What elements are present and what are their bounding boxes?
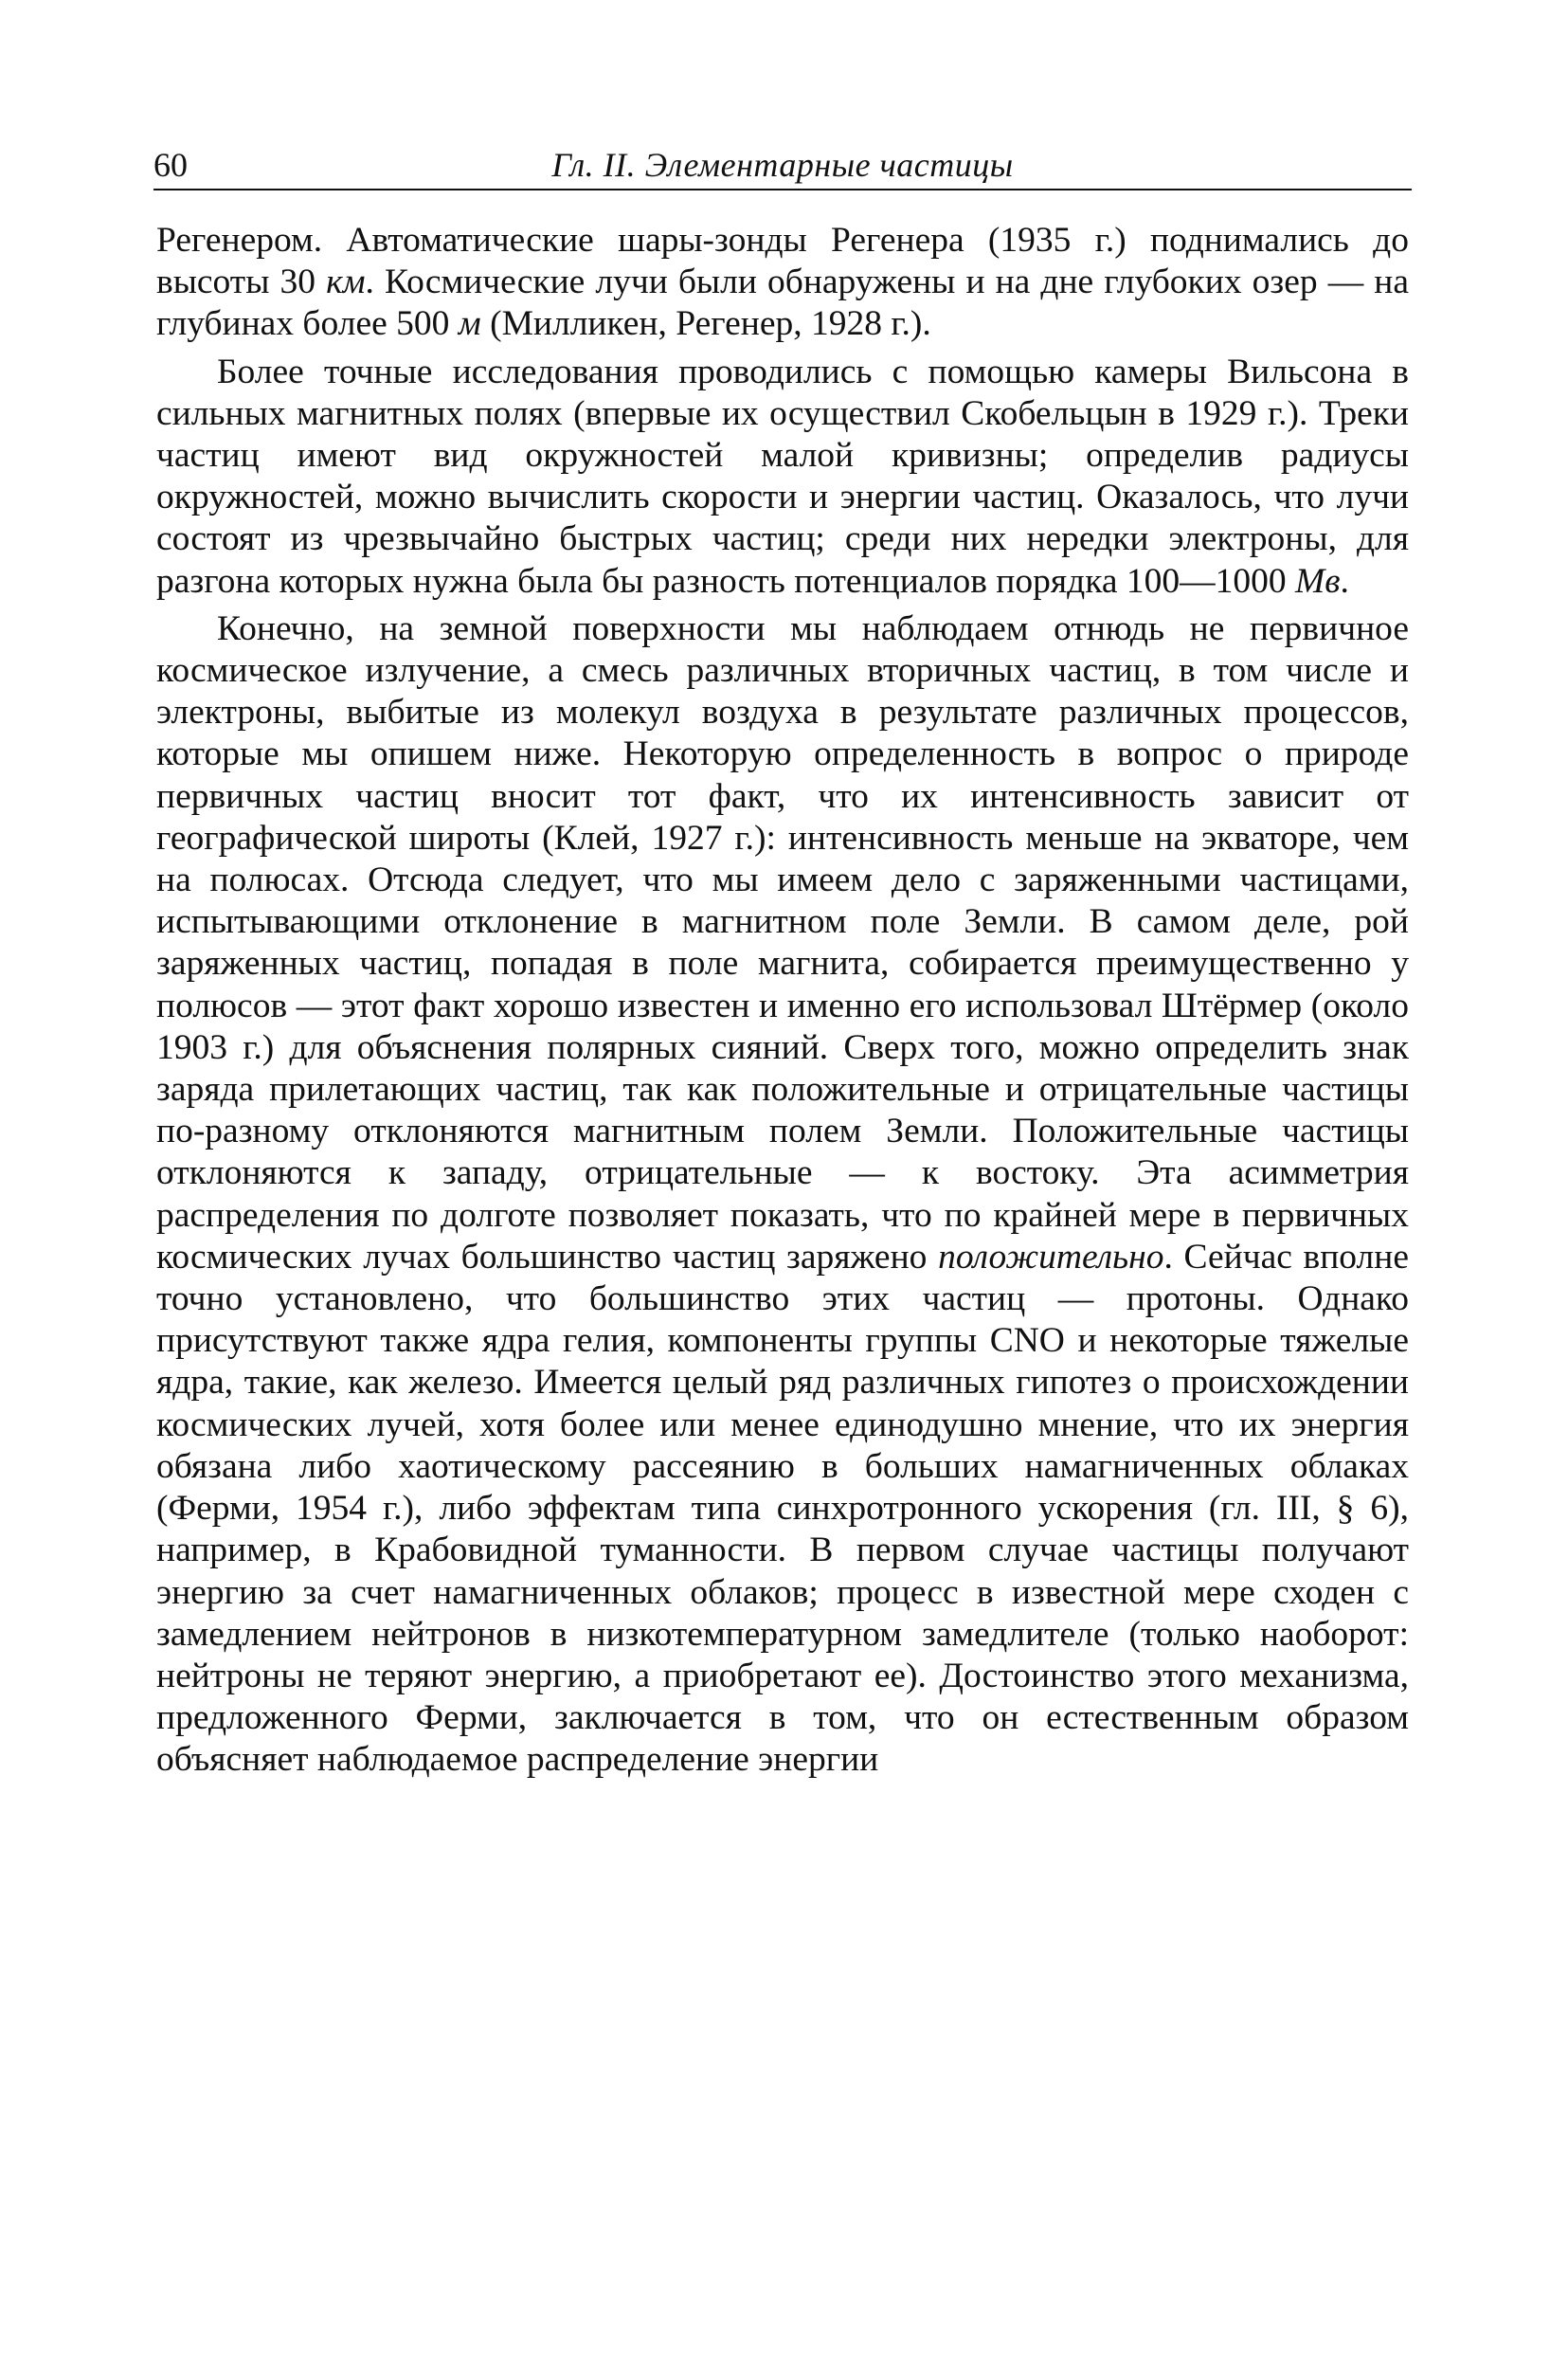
- unit-m: м: [458, 304, 481, 344]
- text-run: Конечно, на земной поверхности мы наблюдаем отнюдь не первичное космическое излучение, а смесь различных вторичных частиц, в том числе и электроны, выбитые из молекул воздуха в результате различных процессов, которые мы опишем ниже. Некоторую определенность в вопрос о природе первичных частиц вносит тот факт, что их интенсивность зависит от географической широты (Клей, 1927 г.): интенсивность меньше на экваторе, чем на полюсах. Отсюда следует, что мы имеем дело с заряженными частицами, испытывающими отклонение в магнитном поле Земли. В самом деле, рой заряженных частиц, попадая в поле магнита, собирается преимущественно у полюсов — этот факт хорошо известен и именно его использовал Штёрмер (около 1903 г.) для объяснения полярных сияний. Сверх того, можно определить знак заряда прилетающих частиц, так как положительные и отрицательные частицы по-разному отклоняются магнитным полем Земли. Положительные частицы отклоняются к западу, отрицательные — к востоку. Эта асимметрия распределения по долготе позволяет показать, что по крайней мере в первичных космических лучах большинство частиц заряжено: [156, 608, 1409, 1277]
- text-run: (Милликен, Регенер, 1928 г.).: [480, 304, 931, 344]
- unit-mev: Мв: [1295, 561, 1341, 601]
- running-head: [153, 144, 1412, 186]
- unit-km: км: [326, 263, 366, 302]
- body-text: [156, 220, 1409, 1782]
- page-number: 60: [153, 146, 188, 184]
- text-run: .: [1340, 561, 1349, 601]
- chapter-title: Гл. II. Элементарные частицы: [551, 146, 1014, 184]
- text-run: . Сейчас вполне точно установлено, что большинство этих частиц — протоны. Однако присутствуют также ядра гелия, компоненты группы CNO и некоторые тяжелые ядра, такие, как железо. Имеется целый ряд различных гипотез о происхождении космических лучей, хотя более или менее единодушно мнение, что их энергия обязана либо хаотическому рассеянию в больших намагниченных облаках (Ферми, 1954 г.), либо эффектам типа синхротронного ускорения (гл. III, § 6), например, в Крабовидной туманности. В первом случае частицы получают энергию за счет намагниченных облаков; процесс в известной мере сходен с замедлением нейтронов в низкотемпературном замедлителе (только наоборот: нейтроны не теряют энергию, а приобретают ее). Достоинство этого механизма, предложенного Ферми, заключается в том, что он естественным образом объясняет наблюдаемое распределение энергии: [156, 1237, 1409, 1780]
- paragraph-wilson-chamber: [156, 352, 1409, 603]
- text-run: . Космические лучи были обнаружены и на дне глубоких озер — на глубинах более 500: [156, 263, 1410, 344]
- emphasis-positive: положительно: [938, 1237, 1164, 1277]
- text-run: Регенером. Автоматические шары-зонды Регенера (1935 г.) поднимались до высоты 30: [156, 221, 1409, 302]
- header-rule: [153, 189, 1412, 190]
- paragraph-continuation: [156, 220, 1409, 346]
- text-run: Более точные исследования проводились с помощью камеры Вильсона в сильных магнитных полях (впервые их осуществил Скобельцын в 1929 г.). Треки частиц имеют вид окружностей малой кривизны; определив радиусы окружностей, можно вычислить скорости и энергии частиц. Оказалось, что лучи состоят из чрезвычайно быстрых частиц; среди них нередки электроны, для разгона которых нужна была бы разность потенциалов порядка 100—1000: [156, 352, 1409, 601]
- paragraph-primary-radiation: [156, 608, 1409, 1782]
